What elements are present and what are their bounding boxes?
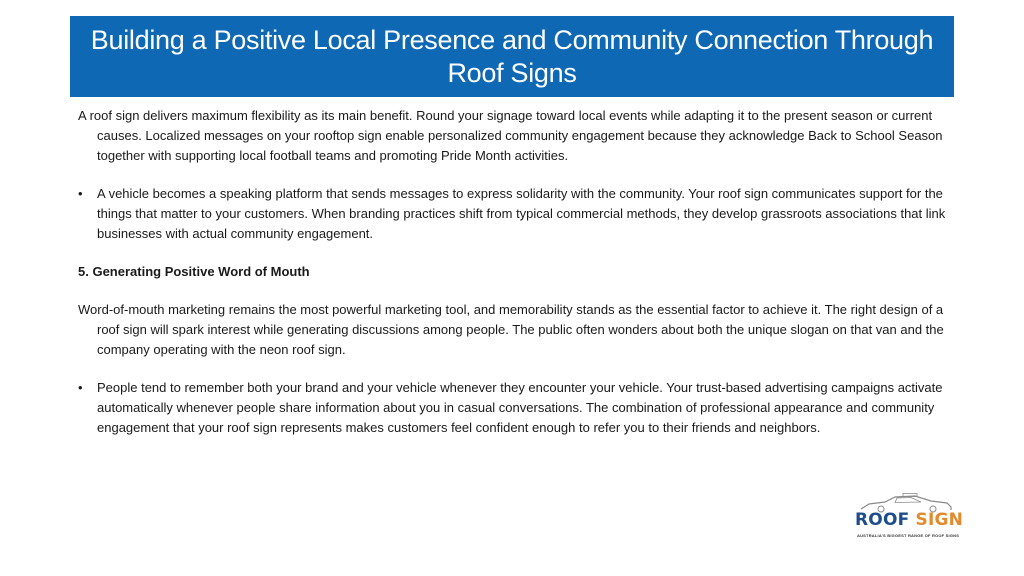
section-heading: 5. Generating Positive Word of Mouth	[78, 264, 310, 279]
title-banner	[70, 16, 954, 97]
logo-tagline: AUSTRALIA'S BIGGEST RANGE OF ROOF SIGNS	[857, 533, 960, 538]
logo-word-roof: ROOF	[855, 510, 910, 530]
bullet-marker: •	[78, 380, 83, 395]
bullet-item-2	[78, 378, 948, 438]
bullet-item-1	[78, 184, 948, 244]
word-of-mouth-paragraph: Word-of-mouth marketing remains the most powerful marketing tool, and memorability stands as the essential factor to achieve it. The right design of a roof sign will spark interest while generating discussions among people. The public often wonders about both the unique slogan on that van and the company operating with the neon roof sign.	[78, 302, 944, 357]
roof-sign-logo	[855, 493, 964, 543]
bullet-text: A vehicle becomes a speaking platform that sends messages to express solidarity with the community. Your roof sign communicates support for the things that matter to your customers. When branding practices shift from typical commercial methods, they develop grassroots associations that link businesses with actual community engagement.	[97, 186, 946, 241]
page-title-line-2: Roof Signs	[447, 57, 577, 88]
body-content	[78, 106, 948, 438]
logo-wordmark	[855, 510, 964, 530]
intro-paragraph: A roof sign delivers maximum flexibility as its main benefit. Round your signage toward local events while adapting it to the present season or current causes. Localized messages on your rooftop sign enable personalized community engagement because they acknowledge Back to School Season together with supporting local football teams and promoting Pride Month activities.	[78, 108, 943, 163]
logo-word-sign: SIGN	[915, 510, 964, 530]
bullet-marker: •	[78, 186, 83, 201]
bullet-text: People tend to remember both your brand and your vehicle whenever they encounter your vehicle. Your trust-based advertising campaigns activate automatically whenever people share information about you in casual conversations. The combination of professional appearance and community engagement that your roof sign represents makes customers feel confident enough to refer you to their friends and neighbors.	[97, 380, 943, 435]
page-title-line-1: Building a Positive Local Presence and Community Connection Through	[90, 24, 934, 55]
